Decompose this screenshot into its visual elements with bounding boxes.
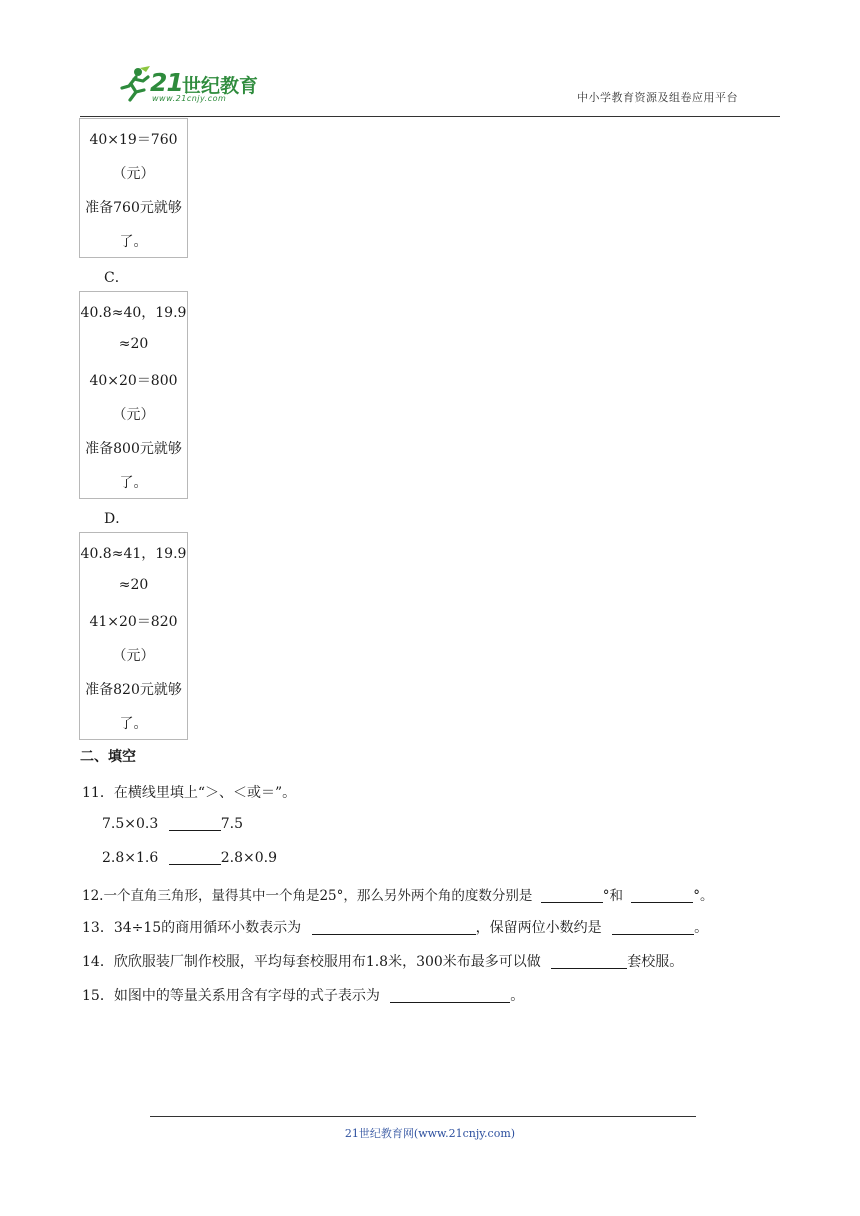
- option-b-line-2: （元）: [112, 166, 155, 182]
- footer-text: 21世纪教育网(www.21cnjy.com): [344, 1127, 516, 1140]
- option-d-label: D．: [104, 511, 130, 527]
- option-d-line-2: ≈20: [118, 577, 149, 593]
- q11-row-1-left: 7.5×0.3: [102, 816, 159, 832]
- logo-text: 世纪教育: [182, 75, 259, 97]
- option-d-line-3: 41×20＝820: [89, 614, 178, 630]
- logo-number: 21: [150, 68, 183, 97]
- q15-blank[interactable]: [390, 988, 510, 1003]
- option-c-line-3: 40×20＝800: [89, 373, 178, 389]
- option-b-line-1: 40×19＝760: [89, 132, 178, 148]
- footer-divider: [150, 1116, 696, 1117]
- q15-end: 。: [510, 988, 525, 1004]
- q13-end: 。: [694, 920, 709, 936]
- option-c-label: C．: [104, 270, 129, 286]
- q13-mid: ，保留两位小数约是: [475, 920, 602, 936]
- option-c-box: [79, 291, 188, 499]
- platform-name: 中小学教育资源及组卷应用平台: [577, 91, 738, 104]
- q11-row-2: [102, 850, 277, 866]
- q14-blank[interactable]: [551, 954, 627, 969]
- q11-blank-1[interactable]: [169, 816, 221, 831]
- option-d-box: [79, 532, 188, 740]
- q12-end: °。: [693, 888, 714, 904]
- q11-row-2-left: 2.8×1.6: [102, 850, 159, 866]
- q13-blank-2[interactable]: [612, 920, 694, 935]
- q15-text: 15．如图中的等量关系用含有字母的式子表示为: [82, 988, 380, 1004]
- q11-row-1: [102, 816, 243, 832]
- q13: [82, 917, 708, 937]
- q12-blank-2[interactable]: [631, 888, 693, 903]
- option-d-line-6: 了。: [119, 716, 148, 732]
- q12: [82, 884, 714, 904]
- q13-blank-1[interactable]: [312, 920, 476, 935]
- option-c-line-5: 准备800元就够: [85, 441, 182, 457]
- option-d-line-5: 准备820元就够: [85, 682, 182, 698]
- option-b-line-3: 准备760元就够: [85, 200, 182, 216]
- option-d-line-1: 40.8≈41，19.9: [80, 546, 187, 562]
- q11-row-1-right: 7.5: [220, 816, 243, 832]
- option-c-line-6: 了。: [119, 475, 148, 491]
- q12-text: 12.一个直角三角形，量得其中一个角是25°，那么另外两个角的度数分别是: [82, 888, 533, 904]
- q13-text: 13．34÷15的商用循环小数表示为: [82, 920, 302, 936]
- option-b-box: [79, 118, 188, 258]
- header-divider: [80, 116, 780, 117]
- q11-blank-2[interactable]: [169, 850, 221, 865]
- site-logo: [116, 64, 266, 108]
- q14-text: 14．欣欣服装厂制作校服，平均每套校服用布1.8米，300米布最多可以做: [82, 954, 541, 970]
- q15: [82, 985, 524, 1005]
- option-c-line-2: ≈20: [118, 336, 149, 352]
- section-title: 二、填空: [80, 749, 136, 765]
- option-c-line-1: 40.8≈40，19.9: [80, 305, 187, 321]
- option-d-line-4: （元）: [112, 648, 155, 664]
- q12-blank-1[interactable]: [541, 888, 603, 903]
- q14: [82, 951, 683, 971]
- option-b-line-4: 了。: [119, 234, 148, 250]
- q11-prompt: 11．在横线里填上“＞、＜或＝”。: [82, 785, 297, 801]
- q12-mid: °和: [602, 888, 623, 904]
- runner-logo-icon: [116, 66, 152, 102]
- q14-end: 套校服。: [627, 954, 684, 970]
- logo-url: www.21cnjy.com: [152, 94, 227, 103]
- q11-row-2-right: 2.8×0.9: [220, 850, 277, 866]
- option-c-line-4: （元）: [112, 407, 155, 423]
